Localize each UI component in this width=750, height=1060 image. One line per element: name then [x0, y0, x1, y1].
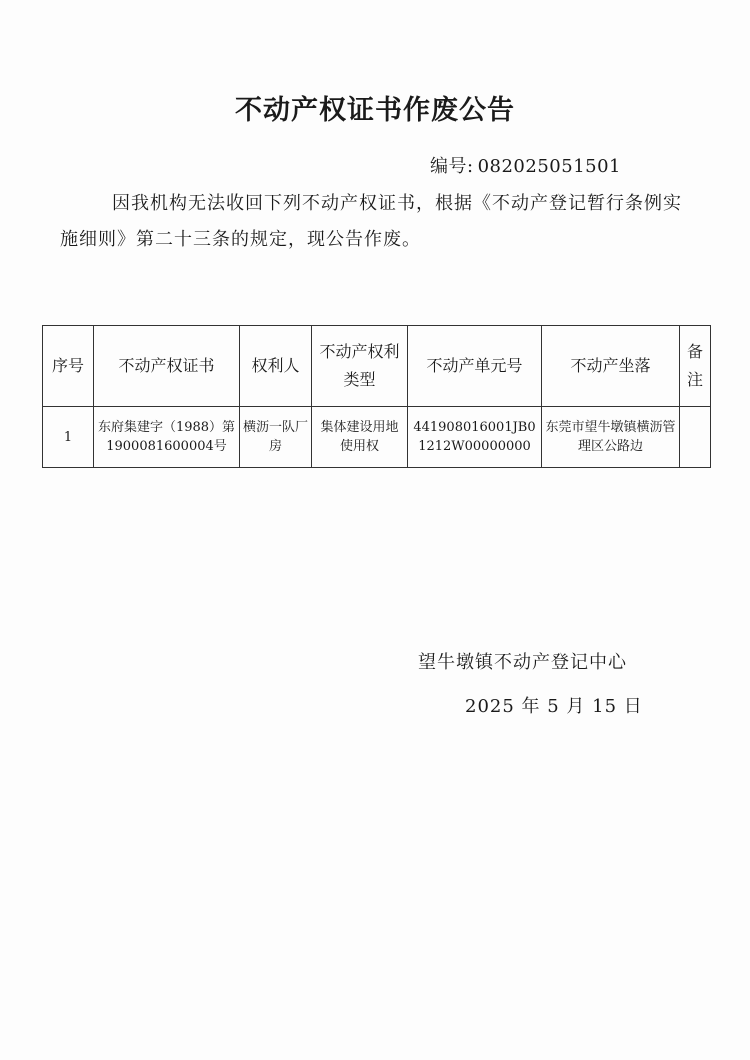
- issue-date: 2025 年 5 月 15 日: [465, 696, 643, 717]
- issuing-organization: 望牛墩镇不动产登记中心: [418, 652, 627, 673]
- document-number-value: 082025051501: [477, 156, 622, 177]
- document-number: [430, 152, 621, 178]
- cell-seq: 1: [43, 407, 94, 468]
- header-holder: 权利人: [240, 326, 312, 407]
- header-right-type: 不动产权利类型: [312, 326, 408, 407]
- cell-location: 东莞市望牛墩镇横沥管理区公路边: [542, 407, 680, 468]
- notice-title: 不动产权证书作废公告: [235, 95, 515, 126]
- header-location: 不动产坐落: [542, 326, 680, 407]
- header-certificate: 不动产权证书: [94, 326, 240, 407]
- notice-body: 因我机构无法收回下列不动产权证书，根据《不动产登记暂行条例实施细则》第二十三条的规定，现公告作废。: [60, 193, 682, 250]
- certificate-table: [42, 325, 711, 468]
- header-remark: 备注: [680, 326, 711, 407]
- cell-holder: 横沥一队厂房: [240, 407, 312, 468]
- document-number-label: 编号:: [430, 156, 474, 177]
- cell-certificate: 东府集建字（1988）第1900081600004号: [94, 407, 240, 468]
- cell-right-type: 集体建设用地使用权: [312, 407, 408, 468]
- header-seq: 序号: [43, 326, 94, 407]
- header-unit-number: 不动产单元号: [408, 326, 542, 407]
- table-header-row: [43, 326, 711, 407]
- cell-remark: [680, 407, 711, 468]
- cell-unit-number: 441908016001JB01212W00000000: [408, 407, 542, 468]
- table-row: [43, 407, 711, 468]
